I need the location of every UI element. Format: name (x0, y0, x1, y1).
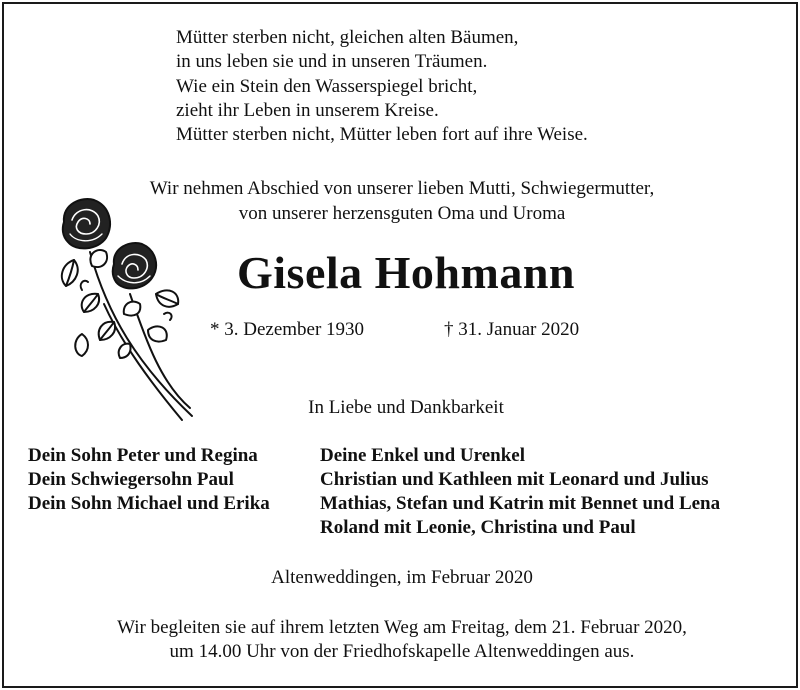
birth-date: * 3. Dezember 1930 (210, 319, 365, 340)
place-date: Altenweddingen, im Februar 2020 (271, 567, 533, 588)
family-entry: Mathias, Stefan und Katrin mit Bennet und Lena (320, 493, 721, 514)
poem-line: in uns leben sie und in unseren Träumen. (176, 51, 488, 73)
funeral-line: Wir begleiten sie auf ihrem letzten Weg am Freitag, dem 21. Februar 2020, (117, 617, 687, 638)
death-date: † 31. Januar 2020 (444, 319, 580, 340)
intro-line: Wir nehmen Abschied von unserer lieben Mutti, Schwiegermutter, (149, 178, 655, 199)
family-entry: Christian und Kathleen mit Leonard und Julius (320, 469, 709, 490)
family-entry: Deine Enkel und Urenkel (320, 445, 525, 466)
intro-line: von unserer herzensguten Oma und Uroma (238, 203, 566, 224)
poem (176, 26, 588, 147)
gratitude-line: In Liebe und Dankbarkeit (308, 397, 504, 418)
family-entry: Dein Sohn Peter und Regina (28, 445, 258, 466)
obituary-frame (2, 2, 798, 688)
family-entry: Dein Sohn Michael und Erika (28, 493, 270, 514)
deceased-name: Gisela Hohmann (236, 247, 575, 298)
family-children (28, 444, 270, 516)
roses-icon (52, 194, 212, 426)
funeral-line: um 14.00 Uhr von der Friedhofskapelle Altenweddingen aus. (169, 641, 635, 662)
poem-line: zieht ihr Leben in unserem Kreise. (176, 99, 439, 121)
funeral-notice (4, 616, 800, 664)
family-entry: Dein Schwiegersohn Paul (28, 469, 234, 490)
poem-line: Mütter sterben nicht, Mütter leben fort auf ihre Weise. (176, 124, 588, 146)
poem-line: Wie ein Stein den Wasserspiegel bricht, (176, 75, 478, 97)
poem-line: Mütter sterben nicht, gleichen alten Bäumen, (176, 27, 519, 48)
family-grandchildren (320, 444, 720, 540)
family-entry: Roland mit Leonie, Christina und Paul (320, 517, 636, 538)
